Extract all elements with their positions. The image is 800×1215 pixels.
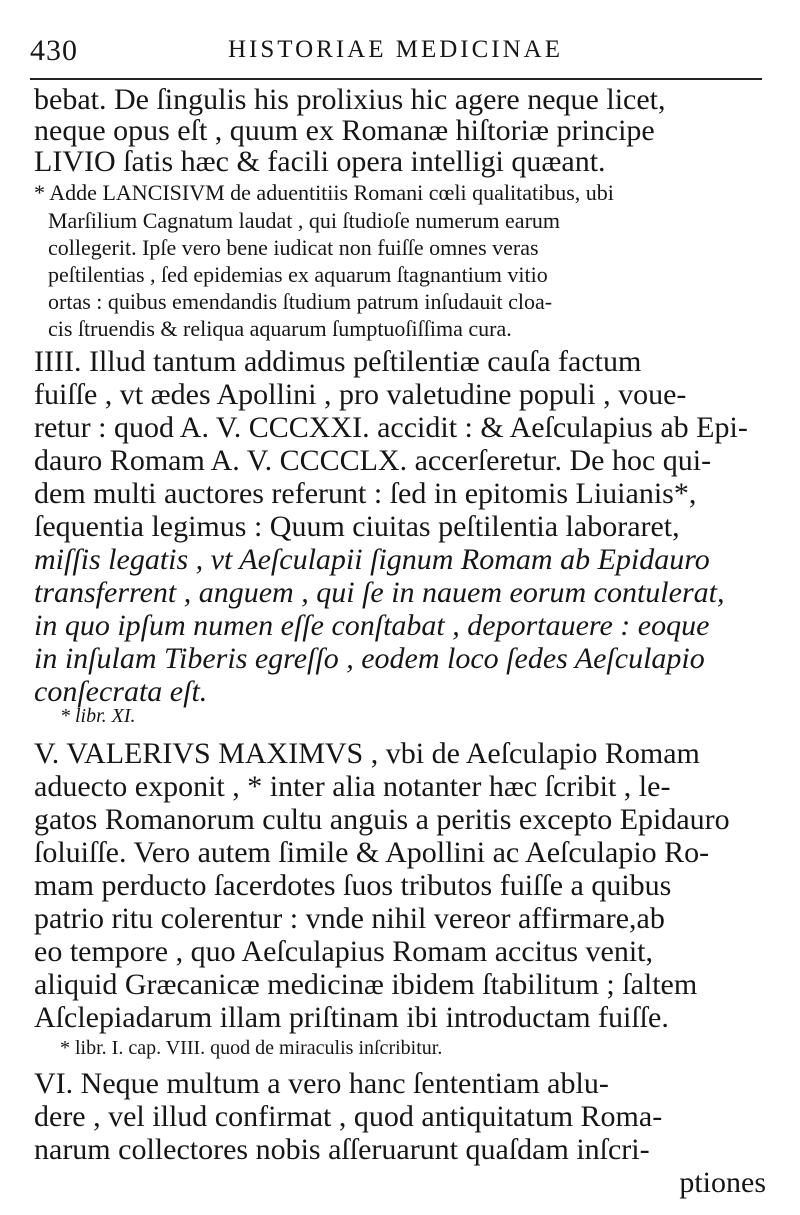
italic-quote-line: in inſulam Tiberis egreſſo , eodem loco ſedes Aeſculapio	[34, 643, 705, 675]
text-line: dem multi auctores referunt : ſed in epitomis Liuianis*,	[34, 478, 697, 510]
text-line: aliquid Græcanicæ medicinæ ibidem ſtabilitum ; ſaltem	[34, 969, 698, 1001]
footnote-line: cis ſtruendis & reliqua aquarum ſumptuoſiſſima cura.	[48, 316, 512, 341]
footnote-reference: * libr. I. cap. VIII. quod de miraculis inſcribitur.	[60, 1037, 443, 1059]
text-line: LIVIO ſatis hæc & facili opera intelligi quæant.	[34, 146, 606, 178]
running-head: HISTORIAE MEDICINAE	[228, 36, 563, 63]
text-line: bebat. De ſingulis his prolixius hic agere neque licet,	[34, 84, 666, 116]
text-line: narum collectores nobis aſſeruarunt quaſdam inſcri-	[34, 1134, 650, 1166]
text-line: aduecto exponit , * inter alia notanter hæc ſcribit , le-	[34, 771, 671, 803]
text-line: Aſclepiadarum illam priſtinam ibi introductam fuiſſe.	[34, 1002, 669, 1034]
text-line: fuiſſe , vt ædes Apollini , pro valetudine populi , voue-	[34, 379, 687, 411]
footnote-line: * Adde LANCISIVM de aduentitiis Romani cœli qualitatibus, ubi	[34, 180, 614, 205]
footnote-line: ortas : quibus emendandis ſtudium patrum inſudauit cloa-	[48, 289, 553, 314]
italic-quote-line: in quo ipſum numen eſſe conſtabat , deportauere : eoque	[34, 610, 710, 642]
text-line: patrio ritu colerentur : vnde nihil vereor affirmare,ab	[34, 903, 665, 935]
text-line: VI. Neque multum a vero hanc ſententiam ablu-	[34, 1068, 609, 1100]
text-line: ſequentia legimus : Quum ciuitas peſtilentia laboraret,	[34, 511, 680, 543]
catchword: ptiones	[679, 1167, 766, 1199]
text-line: dauro Romam A. V. CCCCLX. accerſeretur. De hoc qui-	[34, 445, 712, 477]
italic-quote-line: transferrent , anguem , qui ſe in nauem eorum contulerat,	[34, 577, 725, 609]
italic-quote-line: miſſis legatis , vt Aeſculapii ſignum Romam ab Epidauro	[34, 544, 710, 576]
text-line: eo tempore , quo Aeſculapius Romam accitus venit,	[34, 936, 654, 968]
footnote-line: Marſilium Cagnatum laudat , qui ſtudioſe numerum earum	[48, 208, 561, 233]
footnote-reference: * libr. XI.	[60, 705, 136, 727]
text-line: neque opus eſt , quum ex Romanæ hiſtoriæ principe	[34, 115, 655, 147]
text-line: ſoluiſſe. Vero autem ſimile & Apollini ac Aeſculapio Ro-	[34, 837, 710, 869]
header-rule	[30, 78, 762, 80]
text-line: IIII. Illud tantum addimus peſtilentiæ cauſa factum	[34, 346, 642, 378]
text-line: gatos Romanorum cultu anguis a peritis excepto Epidauro	[34, 804, 730, 836]
page-number: 430	[30, 34, 78, 67]
text-line: V. VALERIVS MAXIMVS , vbi de Aeſculapio Romam	[34, 738, 700, 770]
footnote-line: peſtilentias , ſed epidemias ex aquarum ſtagnantium vitio	[48, 262, 548, 287]
italic-quote-line: conſecrata eſt.	[34, 676, 208, 708]
text-line: mam perducto ſacerdotes ſuos tributos fuiſſe a quibus	[34, 870, 672, 902]
text-line: dere , vel illud confirmat , quod antiquitatum Roma-	[34, 1101, 663, 1133]
footnote-line: collegerit. Ipſe vero bene iudicat non fuiſſe omnes veras	[48, 235, 539, 260]
text-line: retur : quod A. V. CCCXXI. accidit : & Aeſculapius ab Epi-	[34, 412, 748, 444]
